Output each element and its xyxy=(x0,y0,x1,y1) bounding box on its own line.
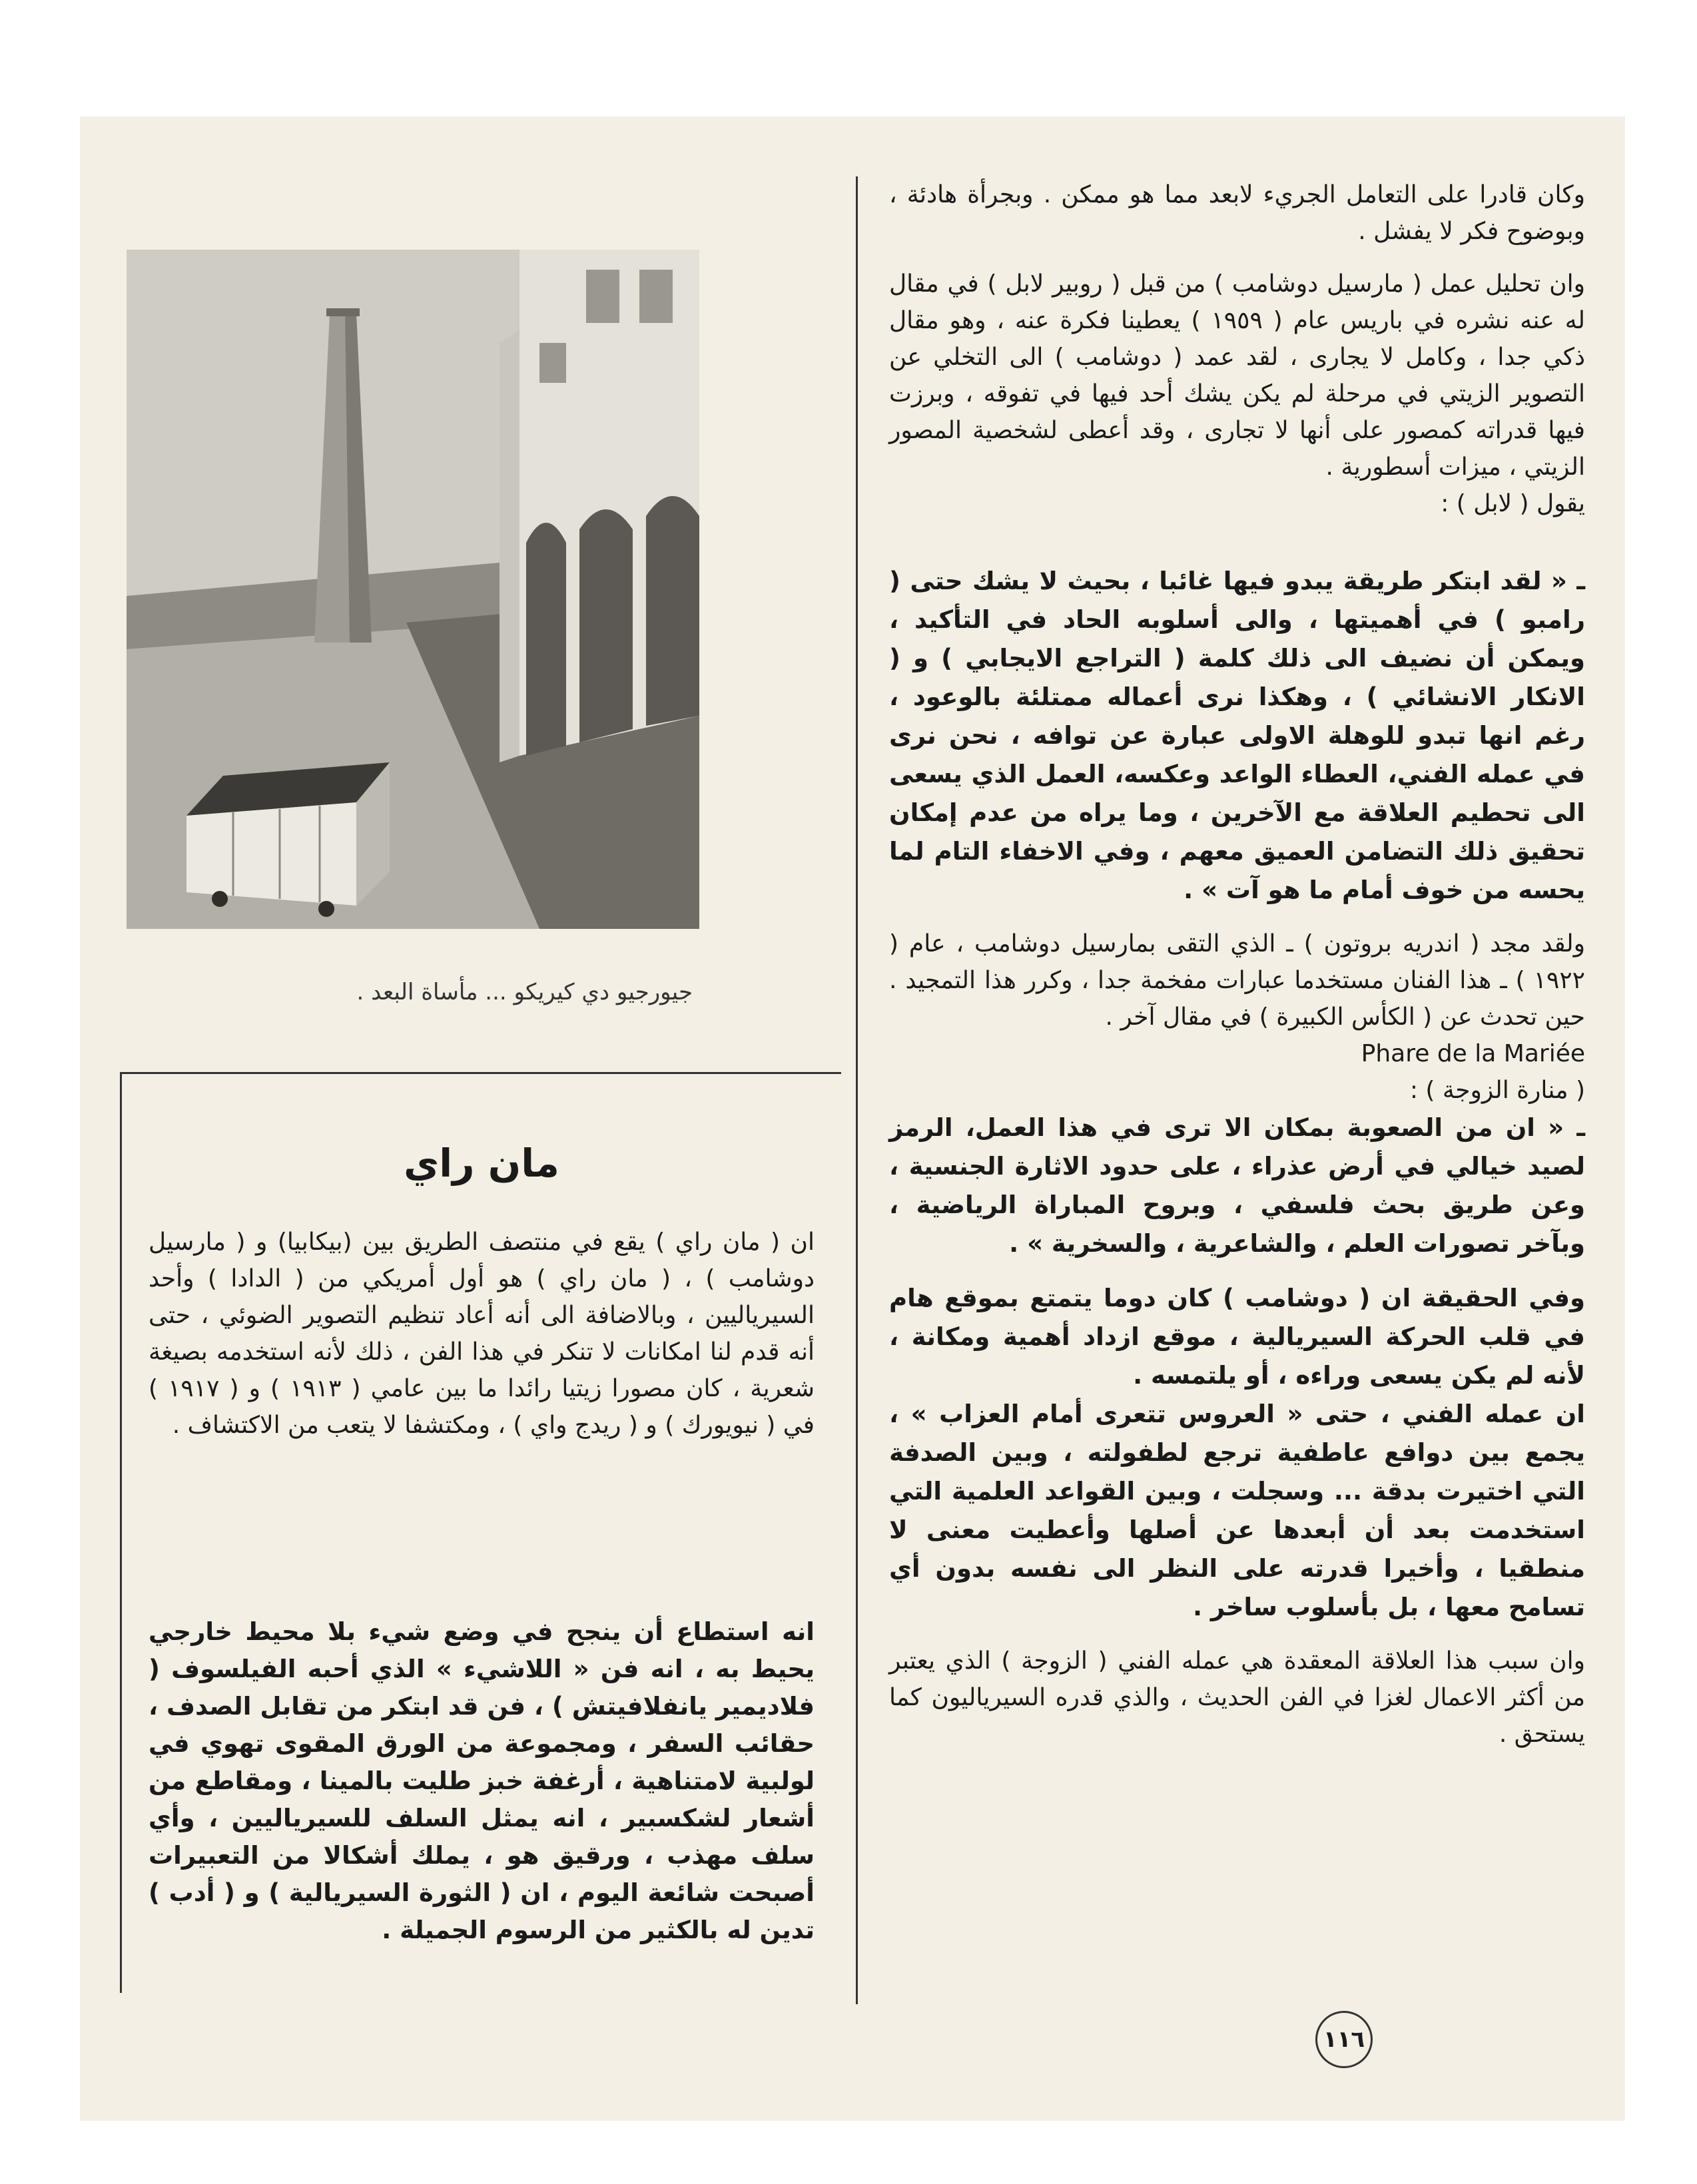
box-body xyxy=(149,1224,815,1444)
box-bold-paragraph-wrapper xyxy=(149,1613,815,1949)
article-paragraph: ( منارة الزوجة ) : xyxy=(1409,1077,1585,1104)
quote-paragraph: ـ « ان من الصعوبة بمكان الا ترى في هذا العمل، الرمز لصيد خيالي في أرض عذراء ، على حدود الاثارة الجنسية ، وعن طريق بحث فلسفي ، وبروح المباراة الرياضية ، وبآخر تصورات العلم ، والشاعرية ، والسخرية » . xyxy=(889,1113,1585,1258)
figure-caption: جيورجيو دي كيريكو ... مأساة البعد . xyxy=(356,979,693,1005)
quote-paragraph: ـ « لقد ابتكر طريقة يبدو فيها غائبا ، بحيث لا يشك حتى ( رامبو ) في أهميتها ، والى أسلوبه الحاد في التأكيد ، ويمكن أن نضيف الى ذلك كلمة ( التراجع الايجابي ) و ( الانكار الانشائي ) ، وهكذا نرى أعماله ممتلئة بالوعود ، رغم انها تبدو للوهلة الاولى عبارة عن توافه ، نحن نرى في عمله الفني، العطاء الواعد وعكسه، العمل الذي يسعى الى تحطيم العلاقة مع الآخرين ، وما يراه من عدم إمكان تحقيق ذلك التضامن العميق معهم ، وفي الاخفاء التام لما يحسه من خوف أمام ما هو آت » . xyxy=(889,567,1585,904)
article-paragraph: وان سبب هذا العلاقة المعقدة هي عمله الفني ( الزوجة ) الذي يعتبر من أكثر الاعمال لغزا في الفن الحديث ، والذي قدره السيرياليون كما يستحق . xyxy=(889,1647,1585,1748)
article-paragraph: ولقد مجد ( اندريه بروتون ) ـ الذي التقى بمارسيل دوشامب ، عام ( ١٩٢٢ ) ـ هذا الفنان مستخدما عبارات مفخمة جدا ، وكرر هذا التمجيد . حين تحدث عن ( الكأس الكبيرة ) في مقال آخر . xyxy=(889,930,1585,1031)
box-bold-paragraph: انه استطاع أن ينجح في وضع شيء بلا محيط خارجي يحيط به ، انه فن « اللاشيء » الذي أحبه الفيلسوف ( فلاديمير يانفلافيتش ) ، فن قد ابتكر من تقابل الصدف ، حقائب السفر ، ومجموعة من الورق المقوى تهوي في لولبية لامتناهية ، أرغفة خبز طليت بالمينا ، ومقاطع من أشعار لشكسبير ، انه يمثل السلف للسيرياليين ، وأي سلف مهذب ، ورقيق هو ، يملك أشكالا من التعبيرات أصبحت شائعة اليوم ، ان ( الثورة السيريالية ) و ( أدب ) تدين له بالكثير من الرسوم الجميلة . xyxy=(149,1617,815,1944)
article-paragraph: وان تحليل عمل ( مارسيل دوشامب ) من قبل ( روبير لابل ) في مقال له عنه نشره في باريس عام ( ١٩٥٩ ) يعطينا فكرة عنه ، وهو مقال ذكي جدا ، وكامل لا يجارى ، لقد عمد ( دوشامب ) الى التخلي عن التصوير الزيتي في مرحلة لم يكن يشك أحد فيها في تفوقه ، وبرزت فيها قدراته كمصور على أنها لا تجارى ، وقد أعطى لشخصية المصور الزيتي ، ميزات أسطورية . xyxy=(889,270,1585,481)
article-main-column xyxy=(889,176,1585,1753)
box-title: مان راي xyxy=(404,1141,559,1186)
french-title: Phare de la Mariée xyxy=(1361,1040,1585,1067)
article-paragraph: ان عمله الفني ، حتى « العروس تتعرى أمام العزاب » ، يجمع بين دوافع عاطفية ترجع لطفولته ، وبين الصدفة التي اختيرت بدقة ... وسجلت ، وبين القواعد العلمية التي استخدمت بعد أن أبعدها عن أصلها وأعطيت معنى لا منطقيا ، وأخيرا قدرته على النظر الى نفسه بدون أي تسامح معها ، بل بأسلوب ساخر . xyxy=(889,1400,1585,1621)
article-paragraph: وكان قادرا على التعامل الجريء لابعد مما هو ممكن . وبجرأة هادئة ، وبوضوح فكر لا يفشل . xyxy=(889,181,1585,245)
article-paragraph: يقول ( لابل ) : xyxy=(1441,490,1585,517)
column-divider xyxy=(856,176,858,2004)
page-number: ١١٦ xyxy=(1315,2011,1373,2068)
sidebar-box xyxy=(120,1072,841,1993)
painting-illustration xyxy=(127,250,699,929)
article-paragraph: وفي الحقيقة ان ( دوشامب ) كان دوما يتمتع بموقع هام في قلب الحركة السيريالية ، موقع ازداد أهمية ومكانة ، لأنه لم يكن يسعى وراءه ، أو يلتمسه . xyxy=(889,1284,1585,1390)
box-paragraph: ان ( مان راي ) يقع في منتصف الطريق بين (بيكابيا) و ( مارسيل دوشامب ) ، ( مان راي ) هو أول أمريكي من ( الدادا ) وأحد السيرياليين ، وبالاضافة الى أنه أعاد تنظيم التصوير الضوئي ، حتى أنه قدم لنا امكانات لا تنكر في هذا الفن ، ذلك لأنه استخدمه بصيغة شعرية ، كان مصورا زيتيا رائدا ما بين عامي ( ١٩١٣ ) و ( ١٩١٧ ) في ( نيويورك ) و ( ريدج واي ) ، ومكتشفا لا يتعب من الاكتشاف . xyxy=(149,1228,815,1439)
